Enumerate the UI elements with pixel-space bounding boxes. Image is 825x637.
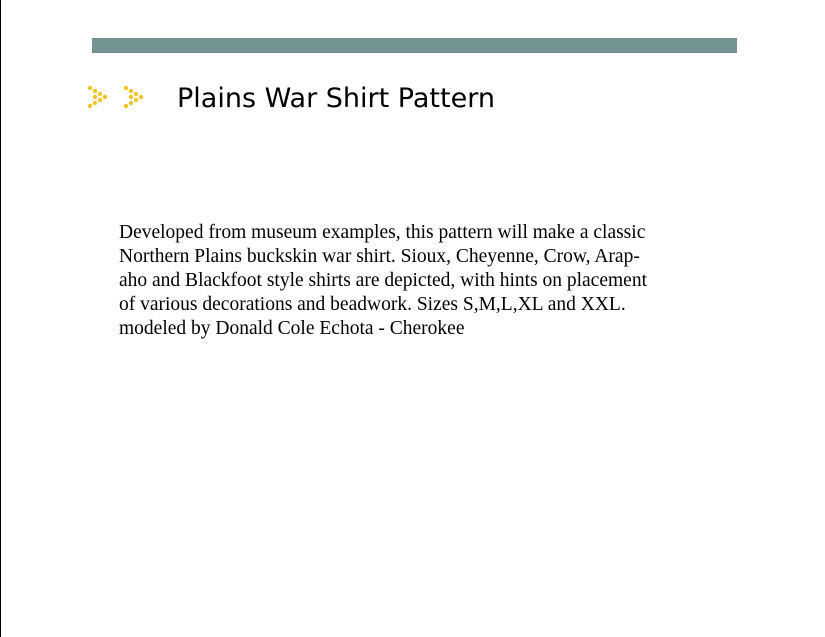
dotted-arrow-icon xyxy=(121,84,151,114)
header-bar xyxy=(92,38,737,53)
body-line: of various decorations and beadwork. Sizes S,M,L,XL and XXL. xyxy=(119,294,626,315)
body-line: Northern Plains buckskin war shirt. Sioux, Cheyenne, Crow, Arap- xyxy=(119,246,640,267)
body-line: aho and Blackfoot style shirts are depicted, with hints on placement xyxy=(119,270,647,291)
dotted-arrow-icon xyxy=(85,84,115,114)
body-text xyxy=(119,221,694,341)
body-line: modeled by Donald Cole Echota - Cherokee xyxy=(119,318,465,339)
slide-title: Plains War Shirt Pattern xyxy=(177,83,495,114)
body-line: Developed from museum examples, this pattern will make a classic xyxy=(119,222,646,243)
